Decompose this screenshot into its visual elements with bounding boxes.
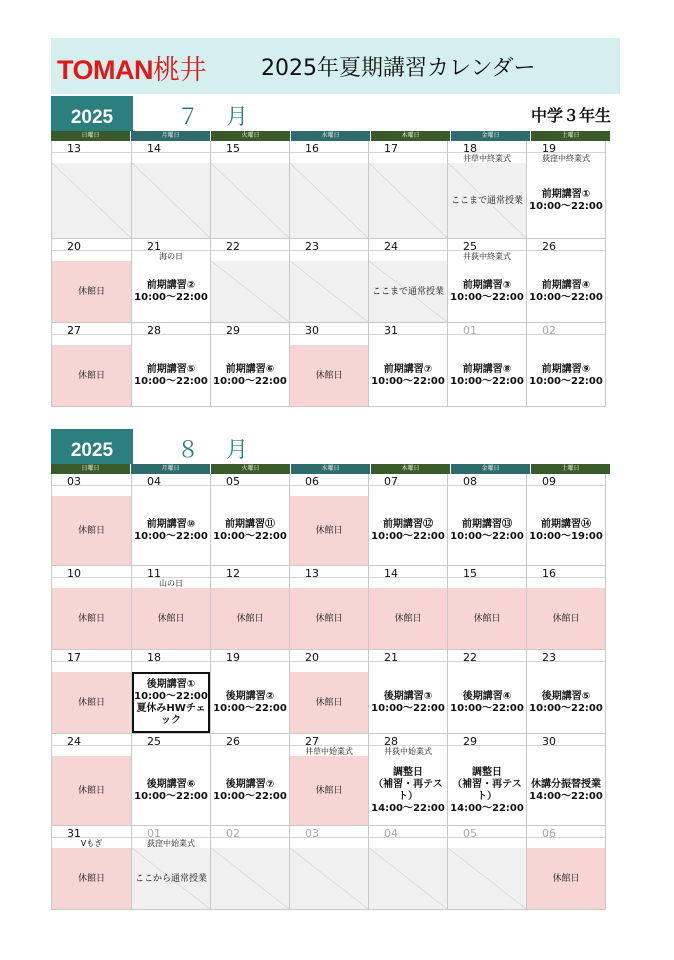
session-label: 休館日 — [552, 873, 580, 884]
session-block — [211, 672, 289, 733]
session-block — [132, 672, 210, 733]
session-label: 休館日 — [394, 613, 422, 624]
calendar-header — [51, 38, 620, 94]
day-cell — [132, 826, 211, 910]
day-number: 21 — [384, 651, 398, 664]
weekday-6: 土曜日 — [531, 131, 611, 141]
day-note: Vもぎ — [52, 837, 131, 849]
no-session-block — [290, 261, 368, 322]
no-session-block — [290, 848, 368, 909]
day-cell — [52, 323, 132, 407]
day-number: 08 — [463, 475, 477, 488]
day-number: 25 — [463, 240, 477, 253]
day-cell — [211, 141, 290, 239]
no-session-block — [290, 163, 368, 238]
day-cell — [211, 826, 290, 910]
closed-day-block — [52, 345, 131, 406]
session-label: 前期講習⑪ 10:00～22:00 — [213, 518, 287, 542]
day-number: 29 — [463, 735, 477, 748]
day-cell — [290, 826, 369, 910]
day-number: 20 — [305, 651, 319, 664]
day-number: 24 — [67, 735, 81, 748]
session-label: 休館日 — [77, 785, 105, 796]
day-cell — [369, 239, 448, 323]
weekday-header — [51, 131, 611, 141]
session-block — [211, 496, 289, 565]
session-block — [448, 345, 526, 406]
day-cell — [52, 566, 132, 650]
session-label: ここから通常授業 — [134, 873, 207, 884]
weekday-0: 日曜日 — [51, 131, 131, 141]
day-number: 26 — [226, 735, 240, 748]
day-number: 30 — [542, 735, 556, 748]
session-label: 休館日 — [157, 613, 185, 624]
day-number: 12 — [226, 567, 240, 580]
session-block — [448, 756, 526, 825]
day-number: 07 — [384, 475, 398, 488]
day-number: 31 — [67, 827, 81, 840]
day-number: 28 — [384, 735, 398, 748]
day-cell — [369, 650, 448, 734]
day-number: 13 — [67, 142, 81, 155]
closed-day-block — [52, 756, 131, 825]
session-block — [132, 496, 210, 565]
session-label: 前期講習⑦ 10:00～22:00 — [371, 363, 445, 387]
weekday-0: 日曜日 — [51, 464, 131, 474]
closed-day-block — [52, 588, 131, 649]
week-row — [52, 474, 612, 566]
day-number: 15 — [463, 567, 477, 580]
session-block — [132, 345, 210, 406]
session-label: 休館日 — [77, 525, 105, 536]
day-cell — [527, 239, 606, 323]
session-label: 前期講習⑩ 10:00～22:00 — [134, 518, 208, 542]
day-cell — [369, 826, 448, 910]
day-cell — [448, 566, 527, 650]
no-session-block — [52, 163, 131, 238]
session-label: 前期講習⑧ 10:00～22:00 — [450, 363, 524, 387]
session-label: 休館日 — [77, 697, 105, 708]
day-cell — [527, 323, 606, 407]
session-label: 休館日 — [315, 525, 343, 536]
week-row — [52, 566, 612, 650]
day-number: 25 — [147, 735, 161, 748]
day-cell — [52, 734, 132, 826]
day-cell — [290, 239, 369, 323]
session-label: 後期講習③ 10:00～22:00 — [371, 690, 445, 714]
day-cell — [132, 239, 211, 323]
day-cell — [369, 734, 448, 826]
closed-day-block — [211, 588, 289, 649]
grade-label: 中学３年生 — [530, 106, 611, 125]
day-cell — [132, 323, 211, 407]
session-label: 後期講習① 10:00～22:00 夏休みHWチェック — [134, 678, 208, 726]
closed-day-block — [448, 588, 526, 649]
session-label: 前期講習② 10:00～22:00 — [134, 279, 208, 303]
day-cell — [52, 826, 132, 910]
session-block — [448, 261, 526, 322]
session-label: 後期講習② 10:00～22:00 — [213, 690, 287, 714]
day-number: 18 — [147, 651, 161, 664]
day-cell — [52, 650, 132, 734]
day-cell — [369, 141, 448, 239]
closed-day-block — [52, 261, 131, 322]
day-cell — [132, 474, 211, 566]
closed-day-block — [290, 756, 368, 825]
weekday-header — [51, 464, 611, 474]
day-note: 山の日 — [132, 577, 210, 589]
day-number: 09 — [542, 475, 556, 488]
day-cell — [290, 474, 369, 566]
session-label: ここまで通常授業 — [450, 195, 523, 206]
day-number: 21 — [147, 240, 161, 253]
session-block — [132, 756, 210, 825]
session-label: 前期講習⑨ 10:00～22:00 — [529, 363, 603, 387]
day-note: 井荻中始業式 — [369, 745, 447, 757]
day-note: 海の日 — [132, 250, 210, 262]
day-number: 24 — [384, 240, 398, 253]
day-number: 06 — [305, 475, 319, 488]
session-label: 休館日 — [77, 286, 105, 297]
no-session-block — [211, 261, 289, 322]
no-session-block — [369, 848, 447, 909]
day-number: 19 — [226, 651, 240, 664]
day-cell — [527, 474, 606, 566]
day-number: 19 — [542, 142, 556, 155]
day-number: 17 — [384, 142, 398, 155]
logo-main: TOMAN — [57, 55, 153, 85]
day-number: 22 — [226, 240, 240, 253]
day-number: 05 — [226, 475, 240, 488]
closed-day-block — [290, 672, 368, 733]
session-label: 後期講習④ 10:00～22:00 — [450, 690, 524, 714]
day-cell — [52, 239, 132, 323]
day-number: 02 — [542, 324, 556, 337]
weekday-3: 水曜日 — [291, 131, 371, 141]
day-note: 荻窪中始業式 — [132, 837, 210, 849]
session-label: 前期講習⑬ 10:00～22:00 — [450, 518, 524, 542]
session-block — [448, 496, 526, 565]
no-session-block — [369, 163, 447, 238]
day-number: 31 — [384, 324, 398, 337]
no-session-block — [211, 848, 289, 909]
session-block — [211, 345, 289, 406]
day-number: 23 — [305, 240, 319, 253]
session-label: 前期講習⑥ 10:00～22:00 — [213, 363, 287, 387]
logo-sub: 桃井 — [153, 55, 206, 86]
day-number: 27 — [305, 735, 319, 748]
session-block — [369, 672, 447, 733]
weekday-4: 木曜日 — [371, 131, 451, 141]
day-cell — [527, 141, 606, 239]
session-block — [132, 261, 210, 322]
no-session-block — [448, 848, 526, 909]
session-block — [448, 672, 526, 733]
calendar-grid — [51, 141, 612, 407]
day-number: 03 — [67, 475, 81, 488]
day-number: 16 — [305, 142, 319, 155]
no-session-block — [448, 163, 526, 238]
day-note: 荻窪中終業式 — [527, 152, 605, 164]
weekday-4: 木曜日 — [371, 464, 451, 474]
year-badge: 2025 — [51, 429, 133, 464]
session-label: 休館日 — [315, 697, 343, 708]
day-number: 15 — [226, 142, 240, 155]
week-row — [52, 650, 612, 734]
day-cell — [52, 474, 132, 566]
closed-day-block — [52, 496, 131, 565]
closed-day-block — [290, 345, 368, 406]
day-cell — [132, 566, 211, 650]
no-session-block — [132, 848, 210, 909]
session-block — [369, 345, 447, 406]
day-cell — [527, 826, 606, 910]
day-cell — [448, 734, 527, 826]
session-label: 休館日 — [552, 613, 580, 624]
session-label: 休館日 — [236, 613, 264, 624]
day-cell — [132, 650, 211, 734]
session-label: 休館日 — [315, 370, 343, 381]
day-number: 11 — [147, 567, 161, 580]
day-cell — [369, 566, 448, 650]
session-label: 休館日 — [77, 613, 105, 624]
day-cell — [211, 734, 290, 826]
session-label: 休館日 — [315, 613, 343, 624]
week-row — [52, 141, 612, 239]
day-cell — [211, 650, 290, 734]
day-number: 04 — [384, 827, 398, 840]
session-label: 後期講習⑤ 10:00～22:00 — [529, 690, 603, 714]
no-session-block — [211, 163, 289, 238]
weekday-5: 金曜日 — [451, 464, 531, 474]
closed-day-block — [369, 588, 447, 649]
day-number: 14 — [384, 567, 398, 580]
calendar-grid — [51, 474, 612, 910]
session-label: 前期講習⑭ 10:00～19:00 — [529, 518, 603, 542]
day-cell — [290, 323, 369, 407]
day-number: 10 — [67, 567, 81, 580]
day-number: 05 — [463, 827, 477, 840]
day-number: 20 — [67, 240, 81, 253]
day-number: 16 — [542, 567, 556, 580]
day-cell — [211, 474, 290, 566]
day-number: 02 — [226, 827, 240, 840]
year-badge: 2025 — [51, 96, 133, 131]
day-number: 30 — [305, 324, 319, 337]
weekday-1: 月曜日 — [131, 131, 211, 141]
closed-day-block — [290, 496, 368, 565]
day-number: 17 — [67, 651, 81, 664]
day-cell — [132, 734, 211, 826]
day-number: 06 — [542, 827, 556, 840]
day-number: 01 — [463, 324, 477, 337]
weekday-5: 金曜日 — [451, 131, 531, 141]
day-cell — [290, 734, 369, 826]
session-label: 調整日 （補習・再テスト） 14:00～22:00 — [371, 766, 445, 814]
week-row — [52, 323, 612, 407]
closed-day-block — [52, 672, 131, 733]
session-label: 前期講習③ 10:00～22:00 — [450, 279, 524, 303]
day-number: 18 — [463, 142, 477, 155]
session-block — [527, 163, 605, 238]
month-name: ８ 月 — [177, 438, 258, 463]
brand-logo — [57, 48, 206, 87]
day-cell — [448, 141, 527, 239]
month-name: ７ 月 — [177, 105, 258, 130]
weekday-2: 火曜日 — [211, 131, 291, 141]
day-cell — [448, 826, 527, 910]
day-number: 03 — [305, 827, 319, 840]
session-label: 後期講習⑦ 10:00～22:00 — [213, 778, 287, 802]
session-block — [527, 345, 605, 406]
day-cell — [290, 141, 369, 239]
day-cell — [369, 474, 448, 566]
day-number: 13 — [305, 567, 319, 580]
session-label: 休館日 — [77, 873, 105, 884]
session-block — [369, 496, 447, 565]
session-block — [527, 496, 605, 565]
day-cell — [290, 650, 369, 734]
day-number: 01 — [147, 827, 161, 840]
weekday-1: 月曜日 — [131, 464, 211, 474]
day-cell — [527, 734, 606, 826]
day-number: 27 — [67, 324, 81, 337]
day-cell — [369, 323, 448, 407]
weekday-6: 土曜日 — [531, 464, 611, 474]
day-cell — [448, 323, 527, 407]
session-label: 前期講習⑤ 10:00～22:00 — [134, 363, 208, 387]
weekday-2: 火曜日 — [211, 464, 291, 474]
day-cell — [448, 650, 527, 734]
day-cell — [211, 239, 290, 323]
day-number: 23 — [542, 651, 556, 664]
session-block — [527, 756, 605, 825]
day-cell — [52, 141, 132, 239]
session-block — [211, 756, 289, 825]
closed-day-block — [527, 588, 605, 649]
day-number: 22 — [463, 651, 477, 664]
day-number: 04 — [147, 475, 161, 488]
session-block — [527, 261, 605, 322]
day-cell — [448, 474, 527, 566]
day-cell — [527, 566, 606, 650]
session-block — [369, 756, 447, 825]
session-label: 休館日 — [473, 613, 501, 624]
week-row — [52, 826, 612, 910]
day-cell — [132, 141, 211, 239]
day-number: 28 — [147, 324, 161, 337]
session-label: 前期講習⑫ 10:00～22:00 — [371, 518, 445, 542]
day-number: 29 — [226, 324, 240, 337]
day-note: 井草中始業式 — [290, 745, 368, 757]
document-title: 2025年夏期講習カレンダー — [261, 56, 536, 81]
no-session-block — [132, 163, 210, 238]
day-cell — [211, 323, 290, 407]
session-label: 休館日 — [315, 785, 343, 796]
closed-day-block — [132, 588, 210, 649]
day-cell — [211, 566, 290, 650]
closed-day-block — [52, 848, 131, 909]
day-cell — [290, 566, 369, 650]
session-label: ここまで通常授業 — [371, 286, 444, 297]
day-cell — [448, 239, 527, 323]
session-label: 後期講習⑥ 10:00～22:00 — [134, 778, 208, 802]
week-row — [52, 239, 612, 323]
session-label: 前期講習① 10:00～22:00 — [529, 188, 603, 212]
day-number: 14 — [147, 142, 161, 155]
closed-day-block — [527, 848, 605, 909]
session-label: 前期講習④ 10:00～22:00 — [529, 279, 603, 303]
day-note: 井荻中終業式 — [448, 250, 526, 262]
session-block — [527, 672, 605, 733]
session-label: 調整日 （補習・再テスト） 14:00～22:00 — [450, 766, 524, 814]
closed-day-block — [290, 588, 368, 649]
session-label: 休講分振替授業 14:00～22:00 — [529, 778, 603, 802]
day-cell — [527, 650, 606, 734]
day-number: 26 — [542, 240, 556, 253]
session-label: 休館日 — [77, 370, 105, 381]
week-row — [52, 734, 612, 826]
no-session-block — [369, 261, 447, 322]
day-note: 井草中終業式 — [448, 152, 526, 164]
weekday-3: 水曜日 — [291, 464, 371, 474]
